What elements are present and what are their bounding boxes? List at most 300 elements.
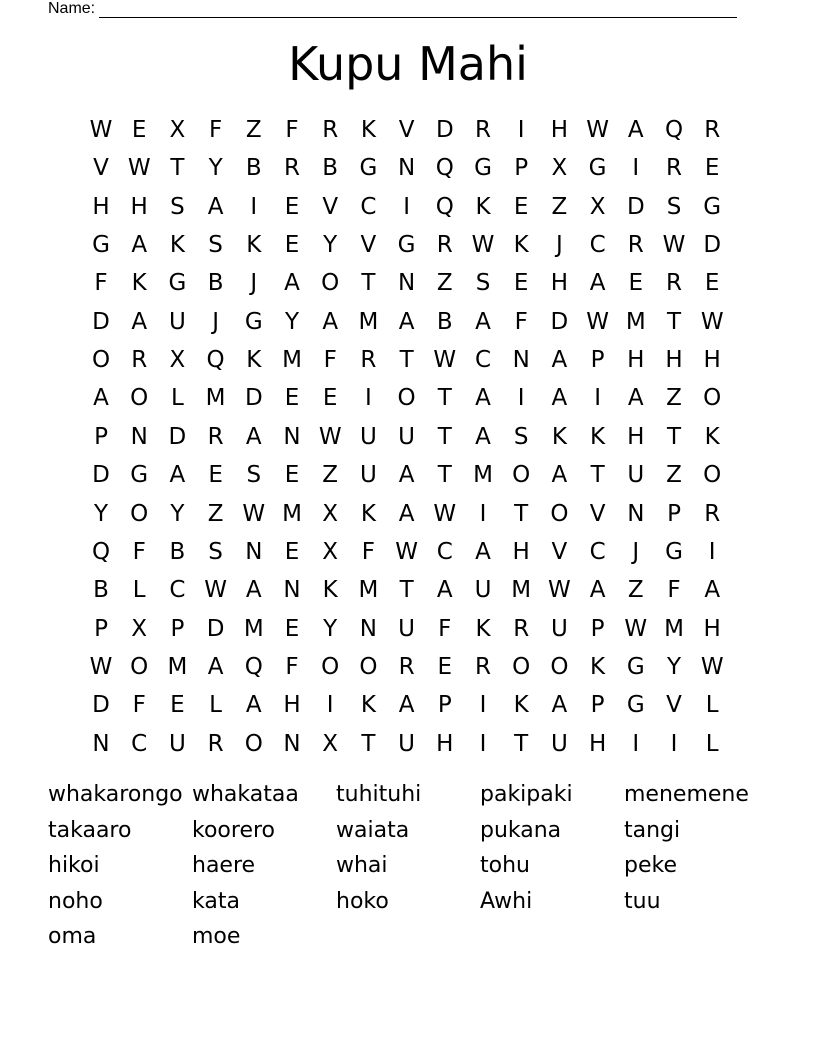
grid-letter[interactable]: W [662,232,686,259]
grid-letter[interactable]: S [208,232,223,259]
grid-letter[interactable]: H [92,193,110,220]
grid-letter[interactable]: C [589,538,606,565]
grid-letter[interactable]: D [244,385,263,412]
grid-letter[interactable]: W [548,577,571,604]
grid-letter[interactable]: E [322,385,338,412]
grid-letter[interactable]: S [475,270,491,297]
grid-letter[interactable]: H [703,615,721,642]
grid-row [82,648,732,686]
grid-letter[interactable]: Q [244,653,263,680]
grid-letter[interactable]: A [398,692,415,719]
grid-letter[interactable]: E [513,270,529,297]
grid-letter[interactable]: E [704,155,720,182]
grid-letter[interactable]: W [624,615,648,642]
grid-letter[interactable]: H [665,347,683,374]
grid-letter[interactable]: J [250,270,258,297]
grid-letter[interactable]: T [399,347,414,374]
grid-letter[interactable]: I [479,730,487,757]
grid-letter[interactable]: F [514,308,528,335]
grid-letter[interactable]: V [322,193,339,220]
grid-letter[interactable]: W [700,653,724,680]
grid-letter[interactable]: A [207,193,224,220]
grid-letter[interactable]: R [475,117,491,143]
grid-letter[interactable]: A [627,385,644,412]
grid-letter[interactable]: O [703,385,722,412]
grid-letter[interactable]: G [92,232,110,259]
grid-letter[interactable]: P [514,155,529,182]
grid-letter[interactable]: I [250,193,258,220]
grid-letter[interactable]: P [590,615,605,642]
grid-letter[interactable]: Q [664,117,684,143]
grid-letter[interactable]: K [322,577,338,604]
grid-letter[interactable]: C [131,730,148,757]
grid-letter[interactable]: W [433,347,457,374]
grid-letter[interactable]: P [437,692,452,719]
grid-letter[interactable]: W [700,308,724,335]
grid-letter[interactable]: Q [206,347,225,374]
grid-letter[interactable]: I [517,117,525,143]
grid-letter[interactable]: I [326,692,334,719]
grid-letter[interactable]: A [398,500,415,527]
grid-letter[interactable]: O [359,653,378,680]
grid-letter[interactable]: R [207,423,224,450]
grid-letter[interactable]: K [131,270,147,297]
grid-letter[interactable]: K [551,423,567,450]
grid-letter[interactable]: R [704,500,721,527]
grid-letter[interactable]: W [204,577,227,604]
grid-letter[interactable]: E [131,117,147,143]
grid-row [82,610,732,648]
grid-letter[interactable]: B [436,308,453,335]
grid-letter[interactable]: B [322,155,339,182]
grid-letter[interactable]: R [475,653,491,680]
grid-letter[interactable]: I [403,193,410,220]
grid-letter[interactable]: K [475,193,491,220]
grid-letter[interactable]: H [130,193,148,220]
grid-letter[interactable]: E [284,385,300,412]
grid-letter[interactable]: X [589,193,606,220]
grid-letter[interactable]: A [131,308,148,335]
grid-letter[interactable]: E [284,193,300,220]
grid-letter[interactable]: I [594,385,601,412]
grid-letter[interactable]: P [590,347,605,374]
grid-letter[interactable]: U [398,615,416,642]
grid-letter[interactable]: A [704,577,721,604]
grid-letter[interactable]: M [243,615,264,642]
grid-letter[interactable]: K [704,423,720,450]
grid-letter[interactable]: P [170,615,185,642]
grid-letter[interactable]: P [590,692,605,719]
grid-letter[interactable]: D [435,117,454,143]
grid-letter[interactable]: K [360,500,376,527]
grid-letter[interactable]: U [168,308,186,335]
grid-letter[interactable]: X [322,500,339,527]
grid-letter[interactable]: U [550,615,568,642]
grid-letter[interactable]: U [359,462,377,489]
grid-letter[interactable]: E [170,692,185,719]
grid-letter[interactable]: Z [322,462,339,489]
grid-letter[interactable]: T [170,155,185,182]
grid-letter[interactable]: H [512,538,530,565]
grid-letter[interactable]: V [666,692,682,719]
word-bank-item: menemene [624,782,749,807]
grid-row [82,456,732,494]
grid-letter[interactable]: F [361,538,375,565]
grid-letter[interactable]: F [667,577,681,604]
grid-letter[interactable]: N [359,615,377,642]
grid-letter[interactable]: K [246,347,262,374]
grid-letter[interactable]: G [397,232,416,259]
grid-letter[interactable]: M [473,462,493,489]
grid-letter[interactable]: D [168,423,187,450]
grid-letter[interactable]: J [212,308,219,335]
grid-letter[interactable]: V [589,500,606,527]
grid-letter[interactable]: Y [323,615,338,642]
grid-letter[interactable]: M [511,577,532,604]
grid-letter[interactable]: K [360,117,376,143]
grid-letter[interactable]: G [168,270,187,297]
grid-letter[interactable]: P [94,423,108,450]
grid-row [82,418,732,456]
grid-letter[interactable]: B [245,155,262,182]
grid-letter[interactable]: U [550,730,568,757]
grid-letter[interactable]: S [170,193,185,220]
grid-letter[interactable]: T [361,730,376,757]
grid-letter[interactable]: Y [323,232,338,259]
grid-letter[interactable]: N [512,347,530,374]
grid-letter[interactable]: D [550,308,569,335]
grid-letter[interactable]: Z [551,193,568,220]
grid-letter[interactable]: A [245,577,262,604]
grid-letter[interactable]: H [703,347,721,374]
grid-letter[interactable]: D [703,232,722,259]
name-blank-line[interactable] [99,2,737,18]
grid-letter[interactable]: C [474,347,492,374]
grid-letter[interactable]: U [627,462,645,489]
grid-letter[interactable]: E [513,193,529,220]
grid-letter[interactable]: O [512,653,531,680]
grid-letter[interactable]: E [628,270,644,297]
grid-letter[interactable]: I [479,500,487,527]
grid-letter[interactable]: K [246,232,262,259]
grid-letter[interactable]: K [590,423,606,450]
grid-letter[interactable]: R [322,117,339,143]
grid-letter[interactable]: W [89,653,113,680]
grid-letter[interactable]: Z [245,117,262,143]
grid-letter[interactable]: H [627,347,645,374]
grid-letter[interactable]: N [245,538,263,565]
grid-letter[interactable]: O [550,500,569,527]
grid-letter[interactable]: X [131,615,148,642]
grid-letter[interactable]: M [205,385,226,412]
grid-letter[interactable]: A [436,577,453,604]
grid-letter[interactable]: U [398,423,416,450]
grid-letter[interactable]: I [670,730,678,757]
grid-letter[interactable]: L [705,692,719,719]
grid-letter[interactable]: X [169,117,186,143]
grid-letter[interactable]: I [708,538,716,565]
grid-letter[interactable]: T [514,730,529,757]
grid-letter[interactable]: L [170,385,184,412]
grid-letter[interactable]: Z [666,462,682,489]
grid-letter[interactable]: W [395,538,418,565]
grid-letter[interactable]: M [625,308,646,335]
grid-letter[interactable]: B [207,270,224,297]
grid-letter[interactable]: O [703,462,722,489]
grid-letter[interactable]: E [284,615,300,642]
grid-letter[interactable]: Y [170,500,185,527]
grid-letter[interactable]: G [626,692,645,719]
grid-letter[interactable]: R [513,615,530,642]
grid-letter[interactable]: N [397,155,416,182]
grid-letter[interactable]: S [666,193,682,220]
grid-letter[interactable]: R [398,653,415,680]
grid-letter[interactable]: R [207,730,224,757]
grid-letter[interactable]: K [513,692,529,719]
grid-letter[interactable]: W [318,423,342,450]
grid-letter[interactable]: O [321,653,340,680]
grid-letter[interactable]: M [282,500,302,527]
grid-letter[interactable]: W [586,308,609,335]
grid-letter[interactable]: A [169,462,186,489]
grid-letter[interactable]: I [517,385,525,412]
grid-letter[interactable]: T [666,423,682,450]
grid-letter[interactable]: G [130,462,149,489]
grid-letter[interactable]: A [589,270,606,297]
grid-letter[interactable]: W [242,500,266,527]
grid-letter[interactable]: N [283,730,301,757]
grid-letter[interactable]: A [627,117,644,143]
grid-letter[interactable]: O [130,500,149,527]
grid-letter[interactable]: M [282,347,302,374]
grid-letter[interactable]: G [474,155,492,182]
grid-letter[interactable]: O [512,462,531,489]
grid-letter[interactable]: V [360,232,377,259]
grid-letter[interactable]: A [245,692,262,719]
grid-letter[interactable]: L [209,692,222,719]
grid-row [82,264,732,302]
grid-letter[interactable]: H [550,270,569,297]
grid-letter[interactable]: W [433,500,457,527]
grid-row [82,379,732,417]
grid-letter[interactable]: Q [435,193,454,220]
grid-letter[interactable]: Y [666,653,682,680]
grid-letter[interactable]: O [550,653,569,680]
grid-letter[interactable]: A [551,385,568,412]
grid-letter[interactable]: A [398,462,415,489]
grid-letter[interactable]: Y [284,308,300,335]
grid-letter[interactable]: N [627,500,645,527]
grid-letter[interactable]: Z [436,270,453,297]
grid-letter[interactable]: R [284,155,300,182]
grid-letter[interactable]: M [358,577,379,604]
grid-letter[interactable]: G [703,193,722,220]
grid-letter[interactable]: Q [91,538,111,565]
grid-letter[interactable]: A [93,385,109,412]
grid-letter[interactable]: S [513,423,529,450]
grid-letter[interactable]: A [398,308,415,335]
grid-letter[interactable]: L [132,577,146,604]
grid-letter[interactable]: K [513,232,529,259]
grid-letter[interactable]: H [588,730,607,757]
grid-letter[interactable]: N [283,423,301,450]
grid-letter[interactable]: T [437,423,452,450]
grid-letter[interactable]: A [475,385,491,412]
grid-letter[interactable]: I [632,155,640,182]
grid-letter[interactable]: R [131,347,148,374]
grid-letter[interactable]: N [283,577,301,604]
grid-letter[interactable]: X [169,347,186,374]
grid-letter[interactable]: N [92,730,110,757]
grid-letter[interactable]: D [92,692,110,719]
grid-letter[interactable]: K [590,653,606,680]
grid-letter[interactable]: P [94,615,108,642]
grid-letter[interactable]: O [397,385,416,412]
grid-letter[interactable]: O [130,385,149,412]
grid-letter[interactable]: X [322,730,339,757]
grid-letter[interactable]: S [246,462,262,489]
grid-letter[interactable]: A [589,577,606,604]
grid-letter[interactable]: K [475,615,491,642]
grid-letter[interactable]: R [360,347,377,374]
grid-letter[interactable]: N [397,270,416,297]
grid-letter[interactable]: J [555,232,563,259]
grid-letter[interactable]: U [398,730,416,757]
grid-letter[interactable]: R [704,117,721,143]
grid-letter[interactable]: T [666,308,682,335]
grid-letter[interactable]: F [285,653,299,680]
grid-letter[interactable]: N [130,423,148,450]
grid-letter[interactable]: R [666,155,682,182]
grid-letter[interactable]: A [551,347,568,374]
grid-letter[interactable]: Q [435,155,454,182]
grid-letter[interactable]: E [437,653,453,680]
grid-letter[interactable]: G [588,155,607,182]
grid-letter[interactable]: E [704,270,720,297]
grid-letter[interactable]: K [360,692,376,719]
grid-letter[interactable]: T [361,270,376,297]
grid-letter[interactable]: R [627,232,644,259]
grid-letter[interactable]: T [437,462,452,489]
grid-letter[interactable]: C [436,538,453,565]
grid-letter[interactable]: O [321,270,340,297]
grid-letter[interactable]: O [91,347,111,374]
grid-letter[interactable]: A [207,653,224,680]
grid-letter[interactable]: T [590,462,605,489]
grid-letter[interactable]: E [284,538,300,565]
grid-letter[interactable]: D [206,615,225,642]
grid-letter[interactable]: T [437,385,452,412]
grid-letter[interactable]: M [167,653,188,680]
grid-letter[interactable]: G [244,308,263,335]
grid-letter[interactable]: U [168,730,186,757]
grid-letter[interactable]: W [89,117,113,143]
grid-letter[interactable]: W [127,155,151,182]
grid-letter[interactable]: A [131,232,148,259]
grid-letter[interactable]: V [398,117,415,143]
grid-letter[interactable]: D [92,308,110,335]
grid-letter[interactable]: U [359,423,377,450]
grid-letter[interactable]: A [322,308,339,335]
grid-letter[interactable]: B [93,577,109,604]
grid-letter[interactable]: C [169,577,186,604]
grid-letter[interactable]: P [667,500,681,527]
grid-letter[interactable]: B [169,538,186,565]
grid-letter[interactable]: T [399,577,414,604]
grid-letter[interactable]: H [436,730,454,757]
grid-letter[interactable]: Y [208,155,223,182]
grid-letter[interactable]: Z [666,385,682,412]
grid-letter[interactable]: G [359,155,378,182]
grid-letter[interactable]: V [551,538,568,565]
grid-letter[interactable]: L [705,730,719,757]
grid-letter[interactable]: J [632,538,640,565]
grid-letter[interactable]: I [364,385,372,412]
grid-letter[interactable]: C [589,232,606,259]
grid-row [82,111,732,149]
grid-letter[interactable]: F [285,117,299,143]
grid-letter[interactable]: G [665,538,683,565]
grid-letter[interactable]: X [551,155,568,182]
grid-letter[interactable]: O [244,730,263,757]
grid-letter[interactable]: G [626,653,645,680]
grid-letter[interactable]: H [627,423,645,450]
grid-letter[interactable]: W [586,117,609,143]
grid-letter[interactable]: U [474,577,492,604]
grid-letter[interactable]: A [475,308,491,335]
grid-letter[interactable]: S [208,538,223,565]
grid-letter[interactable]: X [322,538,339,565]
grid-letter[interactable]: D [626,193,645,220]
grid-letter[interactable]: Z [627,577,644,604]
grid-letter[interactable]: F [438,615,452,642]
grid-letter[interactable]: R [436,232,453,259]
grid-letter[interactable]: F [94,270,108,297]
grid-letter[interactable]: F [132,538,146,565]
grid-letter[interactable]: E [284,462,300,489]
grid-letter[interactable]: A [284,270,300,297]
grid-letter[interactable]: M [358,308,379,335]
grid-letter[interactable]: A [551,692,568,719]
grid-letter[interactable]: F [208,117,223,143]
grid-letter[interactable]: F [132,692,146,719]
grid-letter[interactable]: A [551,462,568,489]
grid-row [82,341,732,379]
grid-letter[interactable]: A [245,423,262,450]
grid-letter[interactable]: O [130,653,149,680]
grid-letter[interactable]: T [514,500,529,527]
grid-letter[interactable]: C [360,193,377,220]
grid-letter[interactable]: I [632,730,640,757]
grid-letter[interactable]: A [475,538,491,565]
grid-letter[interactable]: A [475,423,491,450]
grid-letter[interactable]: H [550,117,569,143]
grid-letter[interactable]: Z [207,500,224,527]
grid-letter[interactable]: D [92,462,110,489]
grid-letter[interactable]: V [93,155,109,182]
grid-letter[interactable]: W [471,232,495,259]
grid-letter[interactable]: R [666,270,682,297]
grid-letter[interactable]: M [664,615,684,642]
grid-letter[interactable]: Y [93,500,109,527]
grid-letter[interactable]: K [169,232,185,259]
grid-letter[interactable]: E [284,232,300,259]
grid-letter[interactable]: H [283,692,301,719]
grid-letter[interactable]: F [323,347,337,374]
grid-letter[interactable]: I [479,692,487,719]
grid-letter[interactable]: E [208,462,223,489]
word-bank-item: haere [192,853,256,879]
